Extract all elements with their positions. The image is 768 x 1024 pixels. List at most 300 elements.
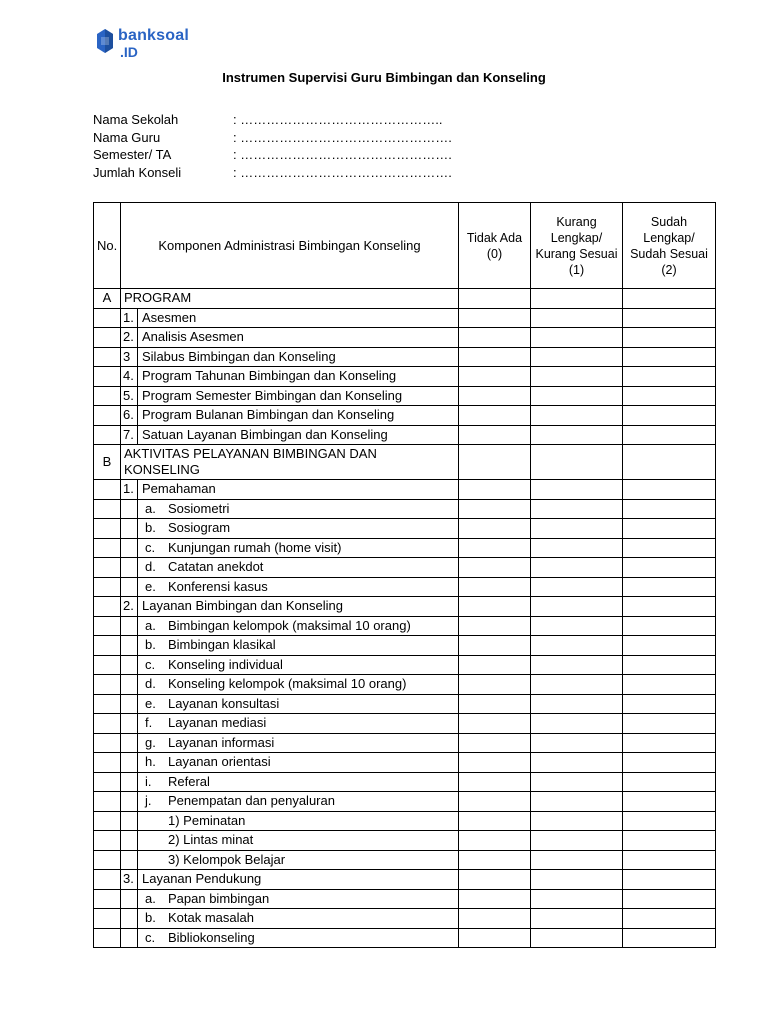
score-tidak-ada-cell[interactable] <box>459 289 531 309</box>
table-row <box>94 386 716 406</box>
row-content <box>121 519 458 538</box>
score-sudah-cell[interactable] <box>623 889 716 909</box>
row-number: 2. <box>121 597 138 616</box>
row-number <box>121 675 138 694</box>
row-no-cell <box>94 831 121 851</box>
row-number <box>121 578 138 597</box>
row-number <box>121 656 138 675</box>
row-label-cell <box>121 675 459 695</box>
row-label: Analisis Asesmen <box>142 329 244 345</box>
score-sudah-cell[interactable] <box>623 425 716 445</box>
score-sudah-cell[interactable] <box>623 597 716 617</box>
row-letter: e. <box>145 578 156 594</box>
row-label <box>138 501 229 517</box>
row-no-cell <box>94 308 121 328</box>
row-text: Penempatan dan penyaluran <box>168 793 335 809</box>
row-letter: b. <box>145 910 156 926</box>
row-label-cell <box>121 577 459 597</box>
score-tidak-ada-cell[interactable] <box>459 519 531 539</box>
row-label: Silabus Bimbingan dan Konseling <box>142 348 336 364</box>
row-no-cell <box>94 347 121 367</box>
info-value: : …………………………………………. <box>233 147 452 162</box>
score-kurang-cell[interactable] <box>531 616 623 636</box>
score-sudah-cell[interactable] <box>623 519 716 539</box>
row-letter: d. <box>145 559 156 575</box>
score-sudah-cell[interactable] <box>623 347 716 367</box>
score-sudah-cell[interactable] <box>623 733 716 753</box>
table-row <box>94 406 716 426</box>
score-tidak-ada-cell[interactable] <box>459 831 531 851</box>
info-value: : …………………………………………. <box>233 129 452 145</box>
score-tidak-ada-cell[interactable] <box>459 792 531 812</box>
row-label <box>138 618 411 634</box>
score-tidak-ada-cell[interactable] <box>459 889 531 909</box>
score-tidak-ada-cell[interactable] <box>459 445 531 480</box>
score-tidak-ada-cell[interactable] <box>459 367 531 387</box>
score-sudah-cell[interactable] <box>623 480 716 500</box>
row-label-cell <box>121 792 459 812</box>
row-label <box>138 715 266 731</box>
row-content <box>121 734 458 753</box>
score-sudah-cell[interactable] <box>623 928 716 948</box>
score-kurang-cell[interactable] <box>531 328 623 348</box>
score-sudah-cell[interactable] <box>623 616 716 636</box>
score-sudah-cell[interactable] <box>623 850 716 870</box>
row-content <box>121 309 458 328</box>
row-label-cell <box>121 328 459 348</box>
row-no-cell <box>94 499 121 519</box>
score-sudah-cell[interactable] <box>623 694 716 714</box>
row-number <box>121 929 138 948</box>
score-tidak-ada-cell[interactable] <box>459 753 531 773</box>
row-label: Pemahaman <box>142 481 216 497</box>
row-number <box>121 500 138 519</box>
row-letter: b. <box>145 520 156 536</box>
score-kurang-cell[interactable] <box>531 714 623 734</box>
score-tidak-ada-cell[interactable] <box>459 425 531 445</box>
row-label <box>138 891 269 907</box>
info-row-semester <box>93 146 452 164</box>
row-label <box>138 559 263 575</box>
score-tidak-ada-cell[interactable] <box>459 909 531 929</box>
table-row <box>94 538 716 558</box>
row-text: Referal <box>168 773 210 789</box>
score-sudah-cell[interactable] <box>623 811 716 831</box>
row-content <box>121 500 458 519</box>
score-kurang-cell[interactable] <box>531 577 623 597</box>
row-label <box>138 754 271 770</box>
row-label-cell <box>121 519 459 539</box>
score-sudah-cell[interactable] <box>623 636 716 656</box>
table-row <box>94 772 716 792</box>
row-label <box>138 910 254 926</box>
score-kurang-cell[interactable] <box>531 308 623 328</box>
score-tidak-ada-cell[interactable] <box>459 616 531 636</box>
document-title: Instrumen Supervisi Guru Bimbingan dan Konseling <box>222 70 546 85</box>
score-kurang-cell[interactable] <box>531 909 623 929</box>
row-content <box>121 597 458 616</box>
row-number <box>121 890 138 909</box>
row-label-cell <box>121 733 459 753</box>
row-label <box>138 579 268 595</box>
row-letter: e. <box>145 695 156 711</box>
row-label-cell <box>121 308 459 328</box>
row-no-cell <box>94 753 121 773</box>
row-number: 6. <box>121 406 138 425</box>
row-label-cell <box>121 889 459 909</box>
score-tidak-ada-cell[interactable] <box>459 597 531 617</box>
score-tidak-ada-cell[interactable] <box>459 480 531 500</box>
score-sudah-cell[interactable] <box>623 792 716 812</box>
row-label-cell <box>121 636 459 656</box>
row-letter: a. <box>145 617 156 633</box>
score-tidak-ada-cell[interactable] <box>459 850 531 870</box>
score-kurang-cell[interactable] <box>531 655 623 675</box>
row-content <box>121 929 458 948</box>
score-kurang-cell[interactable] <box>531 636 623 656</box>
row-number <box>121 851 138 870</box>
score-tidak-ada-cell[interactable] <box>459 538 531 558</box>
table-row <box>94 367 716 387</box>
row-content <box>121 406 458 425</box>
row-letter: c. <box>145 656 156 672</box>
row-label-cell <box>121 347 459 367</box>
score-kurang-cell[interactable] <box>531 792 623 812</box>
section-b-row <box>94 445 716 480</box>
row-content <box>121 367 458 386</box>
score-kurang-cell[interactable] <box>531 289 623 309</box>
table-row <box>94 655 716 675</box>
row-no-cell <box>94 636 121 656</box>
row-no-cell <box>94 480 121 500</box>
row-content <box>121 890 458 909</box>
row-text: 2) Lintas minat <box>168 832 254 848</box>
table-row <box>94 519 716 539</box>
row-letter: c. <box>145 539 156 555</box>
row-text: Kunjungan rumah (home visit) <box>168 539 342 555</box>
score-tidak-ada-cell[interactable] <box>459 308 531 328</box>
row-text: Catatan anekdot <box>168 559 264 575</box>
row-label <box>138 793 335 809</box>
score-kurang-cell[interactable] <box>531 406 623 426</box>
info-value: : …………………………………………. <box>233 164 452 180</box>
row-label: Layanan Bimbingan dan Konseling <box>142 598 343 614</box>
table-header-row <box>94 203 716 289</box>
score-kurang-cell[interactable] <box>531 538 623 558</box>
row-letter: f. <box>145 715 153 731</box>
score-tidak-ada-cell[interactable] <box>459 499 531 519</box>
row-content <box>121 348 458 367</box>
row-content <box>121 812 458 831</box>
score-kurang-cell[interactable] <box>531 480 623 500</box>
row-letter: j. <box>145 793 152 809</box>
row-number <box>121 734 138 753</box>
score-tidak-ada-cell[interactable] <box>459 328 531 348</box>
table-row <box>94 597 716 617</box>
row-text: Sosiometri <box>168 500 230 516</box>
row-no-cell <box>94 519 121 539</box>
row-label: Layanan Pendukung <box>142 871 262 887</box>
row-no-cell <box>94 694 121 714</box>
table-row <box>94 347 716 367</box>
row-text: Layanan konsultasi <box>168 695 280 711</box>
score-kurang-cell[interactable] <box>531 928 623 948</box>
row-number: 4. <box>121 367 138 386</box>
row-number <box>121 714 138 733</box>
row-number: 1. <box>121 309 138 328</box>
score-tidak-ada-cell[interactable] <box>459 733 531 753</box>
logo-name: banksoal <box>118 27 189 44</box>
score-tidak-ada-cell[interactable] <box>459 811 531 831</box>
row-content <box>121 675 458 694</box>
row-label-cell <box>121 850 459 870</box>
row-content <box>121 909 458 928</box>
score-sudah-cell[interactable] <box>623 406 716 426</box>
score-sudah-cell[interactable] <box>623 714 716 734</box>
row-number: 1. <box>121 480 138 499</box>
row-label-cell <box>121 909 459 929</box>
row-letter: b. <box>145 637 156 653</box>
score-sudah-cell[interactable] <box>623 870 716 890</box>
score-kurang-cell[interactable] <box>531 831 623 851</box>
row-no-cell <box>94 328 121 348</box>
score-kurang-cell[interactable] <box>531 811 623 831</box>
table-row <box>94 811 716 831</box>
row-no-cell <box>94 558 121 578</box>
row-text: 3) Kelompok Belajar <box>168 851 286 867</box>
row-number: 5. <box>121 387 138 406</box>
row-label-cell <box>121 386 459 406</box>
row-no-cell <box>94 889 121 909</box>
table-row <box>94 889 716 909</box>
score-kurang-cell[interactable] <box>531 499 623 519</box>
score-tidak-ada-cell[interactable] <box>459 347 531 367</box>
row-number <box>121 773 138 792</box>
row-label <box>138 852 285 868</box>
row-number <box>121 753 138 772</box>
row-label-cell <box>121 753 459 773</box>
score-kurang-cell[interactable] <box>531 753 623 773</box>
row-no-cell <box>94 792 121 812</box>
info-block <box>93 111 452 181</box>
row-content <box>121 851 458 870</box>
row-no-cell <box>94 909 121 929</box>
row-content <box>121 695 458 714</box>
row-no-cell <box>94 675 121 695</box>
header-sudah: Sudah Lengkap/ Sudah Sesuai (2) <box>623 203 716 289</box>
score-tidak-ada-cell[interactable] <box>459 928 531 948</box>
row-text: Konseling kelompok (maksimal 10 orang) <box>168 676 407 692</box>
row-label <box>138 813 245 829</box>
score-kurang-cell[interactable] <box>531 772 623 792</box>
row-text: Bimbingan kelompok (maksimal 10 orang) <box>168 617 411 633</box>
score-tidak-ada-cell[interactable] <box>459 636 531 656</box>
score-kurang-cell[interactable] <box>531 386 623 406</box>
section-no: A <box>94 289 121 309</box>
row-no-cell <box>94 406 121 426</box>
score-kurang-cell[interactable] <box>531 597 623 617</box>
row-text: Layanan informasi <box>168 734 275 750</box>
row-number: 2. <box>121 328 138 347</box>
score-sudah-cell[interactable] <box>623 289 716 309</box>
row-no-cell <box>94 616 121 636</box>
row-text: Konferensi kasus <box>168 578 268 594</box>
row-no-cell <box>94 367 121 387</box>
score-kurang-cell[interactable] <box>531 425 623 445</box>
row-content <box>121 714 458 733</box>
score-kurang-cell[interactable] <box>531 347 623 367</box>
row-label-cell <box>121 597 459 617</box>
row-letter: i. <box>145 773 152 789</box>
score-kurang-cell[interactable] <box>531 558 623 578</box>
row-no-cell <box>94 386 121 406</box>
row-label-cell <box>121 616 459 636</box>
table-row <box>94 850 716 870</box>
score-tidak-ada-cell[interactable] <box>459 558 531 578</box>
score-kurang-cell[interactable] <box>531 519 623 539</box>
score-kurang-cell[interactable] <box>531 850 623 870</box>
row-label-cell <box>121 870 459 890</box>
header-no: No. <box>94 203 121 289</box>
info-label: Nama Guru <box>93 129 161 145</box>
table-row <box>94 694 716 714</box>
table-row <box>94 616 716 636</box>
row-label <box>138 832 253 848</box>
info-row-konseli <box>93 164 452 182</box>
score-tidak-ada-cell[interactable] <box>459 694 531 714</box>
table-row <box>94 733 716 753</box>
info-row-sekolah <box>93 111 452 129</box>
row-label: Program Semester Bimbingan dan Konseling <box>142 387 403 403</box>
score-sudah-cell[interactable] <box>623 577 716 597</box>
table-row <box>94 636 716 656</box>
row-number <box>121 812 138 831</box>
row-content <box>121 773 458 792</box>
row-label <box>138 637 276 653</box>
row-label-cell <box>121 538 459 558</box>
supervision-table <box>93 202 716 948</box>
section-label: PROGRAM <box>121 289 459 309</box>
section-label: AKTIVITAS PELAYANAN BIMBINGAN DAN KONSELING <box>121 445 459 480</box>
score-sudah-cell[interactable] <box>623 558 716 578</box>
row-text: Bimbingan klasikal <box>168 637 276 653</box>
info-label: Jumlah Konseli <box>93 164 182 180</box>
row-number <box>121 539 138 558</box>
row-number <box>121 909 138 928</box>
row-letter: a. <box>145 500 156 516</box>
row-content <box>121 870 458 889</box>
row-text: 1) Peminatan <box>168 812 246 828</box>
row-content <box>121 617 458 636</box>
row-content <box>121 387 458 406</box>
score-tidak-ada-cell[interactable] <box>459 386 531 406</box>
row-text: Bibliokonseling <box>168 929 255 945</box>
score-kurang-cell[interactable] <box>531 445 623 480</box>
row-number: 3. <box>121 870 138 889</box>
score-sudah-cell[interactable] <box>623 655 716 675</box>
row-content <box>121 539 458 558</box>
score-sudah-cell[interactable] <box>623 909 716 929</box>
score-tidak-ada-cell[interactable] <box>459 406 531 426</box>
score-sudah-cell[interactable] <box>623 499 716 519</box>
score-kurang-cell[interactable] <box>531 694 623 714</box>
row-number <box>121 636 138 655</box>
header-tidak-ada: Tidak Ada (0) <box>459 203 531 289</box>
row-label-cell <box>121 406 459 426</box>
row-no-cell <box>94 850 121 870</box>
row-label-cell <box>121 367 459 387</box>
row-text: Layanan mediasi <box>168 715 267 731</box>
score-sudah-cell[interactable] <box>623 831 716 851</box>
section-a-row <box>94 289 716 309</box>
table-row <box>94 480 716 500</box>
score-tidak-ada-cell[interactable] <box>459 675 531 695</box>
row-label <box>138 696 279 712</box>
score-sudah-cell[interactable] <box>623 367 716 387</box>
score-sudah-cell[interactable] <box>623 772 716 792</box>
score-kurang-cell[interactable] <box>531 675 623 695</box>
score-sudah-cell[interactable] <box>623 328 716 348</box>
row-content <box>121 328 458 347</box>
score-sudah-cell[interactable] <box>623 675 716 695</box>
score-sudah-cell[interactable] <box>623 308 716 328</box>
row-label-cell <box>121 811 459 831</box>
row-text: Kotak masalah <box>168 910 254 926</box>
score-sudah-cell[interactable] <box>623 538 716 558</box>
table-row <box>94 928 716 948</box>
score-sudah-cell[interactable] <box>623 386 716 406</box>
row-label <box>138 540 341 556</box>
table-row <box>94 714 716 734</box>
score-kurang-cell[interactable] <box>531 367 623 387</box>
row-number <box>121 519 138 538</box>
row-text: Konseling individual <box>168 656 283 672</box>
score-tidak-ada-cell[interactable] <box>459 714 531 734</box>
table-row <box>94 675 716 695</box>
score-sudah-cell[interactable] <box>623 445 716 480</box>
table-row <box>94 425 716 445</box>
score-tidak-ada-cell[interactable] <box>459 577 531 597</box>
score-tidak-ada-cell[interactable] <box>459 655 531 675</box>
row-no-cell <box>94 597 121 617</box>
table-row <box>94 831 716 851</box>
row-label: Program Tahunan Bimbingan dan Konseling <box>142 368 397 384</box>
row-number <box>121 695 138 714</box>
score-kurang-cell[interactable] <box>531 733 623 753</box>
row-number: 7. <box>121 426 138 445</box>
row-number: 3 <box>121 348 138 367</box>
row-no-cell <box>94 811 121 831</box>
row-label <box>138 735 274 751</box>
row-content <box>121 636 458 655</box>
row-label: Satuan Layanan Bimbingan dan Konseling <box>142 426 388 442</box>
row-no-cell <box>94 577 121 597</box>
score-tidak-ada-cell[interactable] <box>459 870 531 890</box>
row-number <box>121 792 138 811</box>
score-kurang-cell[interactable] <box>531 870 623 890</box>
row-label-cell <box>121 714 459 734</box>
score-kurang-cell[interactable] <box>531 889 623 909</box>
row-label-cell <box>121 772 459 792</box>
row-no-cell <box>94 928 121 948</box>
score-tidak-ada-cell[interactable] <box>459 772 531 792</box>
row-label <box>138 774 210 790</box>
banksoal-logo <box>95 28 189 62</box>
header-kurang: Kurang Lengkap/ Kurang Sesuai (1) <box>531 203 623 289</box>
row-label-cell <box>121 655 459 675</box>
table-row <box>94 909 716 929</box>
score-sudah-cell[interactable] <box>623 753 716 773</box>
